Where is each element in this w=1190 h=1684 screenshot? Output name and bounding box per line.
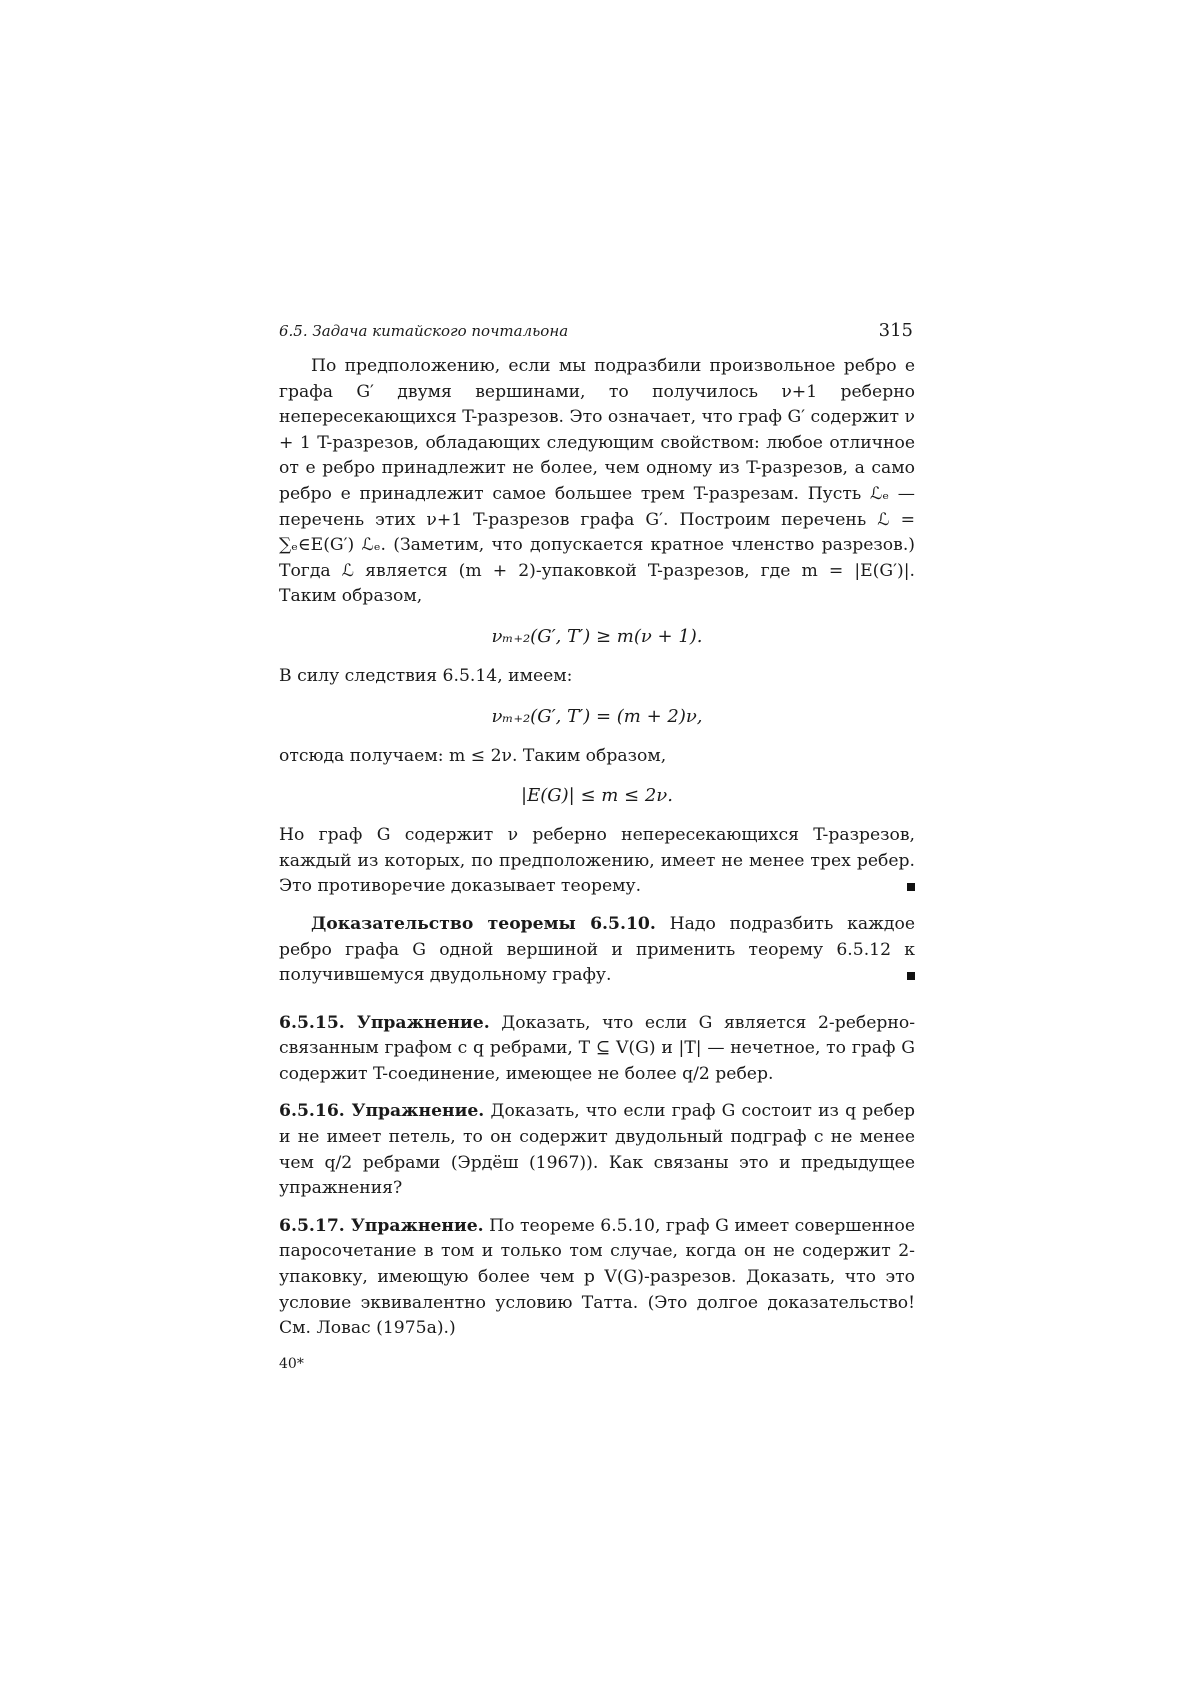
paragraph-3: отсюда получаем: m ≤ 2ν. Таким образом,	[279, 745, 667, 766]
page-header	[279, 320, 915, 354]
exercise-6-5-17	[279, 1214, 915, 1342]
exercise-16-heading: 6.5.16. Упражнение.	[279, 1101, 485, 1122]
equation-3: |E(G)| ≤ m ≤ 2ν.	[521, 785, 673, 807]
proof-heading: Доказательство теоремы 6.5.10.	[311, 913, 656, 934]
page-number: 315	[878, 320, 913, 341]
equation-2: νₘ₊₂(G′, T′) = (m + 2)ν,	[491, 705, 703, 727]
paragraph-2: В силу следствия 6.5.14, имеем:	[279, 665, 573, 686]
paragraph-4	[279, 823, 915, 900]
qed-square-icon-2	[907, 972, 915, 980]
paragraph-4-text: Но граф G содержит ν реберно непересекающихся T-разрезов, каждый из которых, по предположению, имеет не менее трех ребер. Это противоречие доказывает теорему.	[279, 825, 915, 897]
proof-paragraph	[279, 912, 915, 989]
running-title: 6.5. Задача китайского почтальона	[279, 322, 569, 340]
page	[279, 320, 915, 1372]
qed-square-icon	[907, 883, 915, 891]
exercise-15-heading: 6.5.15. Упражнение.	[279, 1012, 490, 1033]
exercise-15-text: Доказать, что если G является 2-реберно-связанным графом с q ребрами, T ⊆ V(G) и |T| — нечетное, то граф G содержит T-соединение, имеющее не более q/2 ребер.	[279, 1012, 915, 1084]
exercise-17-text: По теореме 6.5.10, граф G имеет совершенное паросочетание в том и только том случае, когда он не содержит 2-упаковку, имеющую более чем p V(G)-разрезов. Доказать, что это условие эквивалентно условию Татта. (Это долгое доказательство! См. Ловас (1975а).)	[279, 1215, 915, 1339]
exercise-17-heading: 6.5.17. Упражнение.	[279, 1215, 484, 1236]
equation-1: νₘ₊₂(G′, T′) ≥ m(ν + 1).	[491, 625, 703, 647]
signature-mark: 40*	[279, 1355, 304, 1372]
exercise-6-5-15	[279, 1011, 915, 1088]
proof-text: Надо подразбить каждое ребро графа G одной вершиной и применить теорему 6.5.12 к получившемуся двудольному графу.	[279, 913, 915, 986]
paragraph-1: По предположению, если мы подразбили произвольное ребро e графа G′ двумя вершинами, то получилось ν+1 реберно непересекающихся T-разрезов. Это означает, что граф G′ содержит ν + 1 T-разрезов, обладающих следующим свойством: любое отличное от e ребро принадлежит не более, чем одному из T-разрезов, а само ребро e принадлежит самое большее трем T-разрезам. Пусть ℒₑ — перечень этих ν+1 T-разрезов графа G′. Построим перечень ℒ = ∑ₑ∈E(G′) ℒₑ. (Заметим, что допускается кратное членство разрезов.) Тогда ℒ является (m + 2)-упаковкой T-разрезов, где m = |E(G′)|. Таким образом,	[279, 356, 915, 607]
exercise-16-text: Доказать, что если граф G состоит из q ребер и не имеет петель, то он содержит двудольный подграф с не менее чем q/2 ребрами (Эрдёш (1967)). Как связаны это и предыдущее упражнения?	[279, 1101, 915, 1199]
exercise-6-5-16	[279, 1099, 915, 1201]
